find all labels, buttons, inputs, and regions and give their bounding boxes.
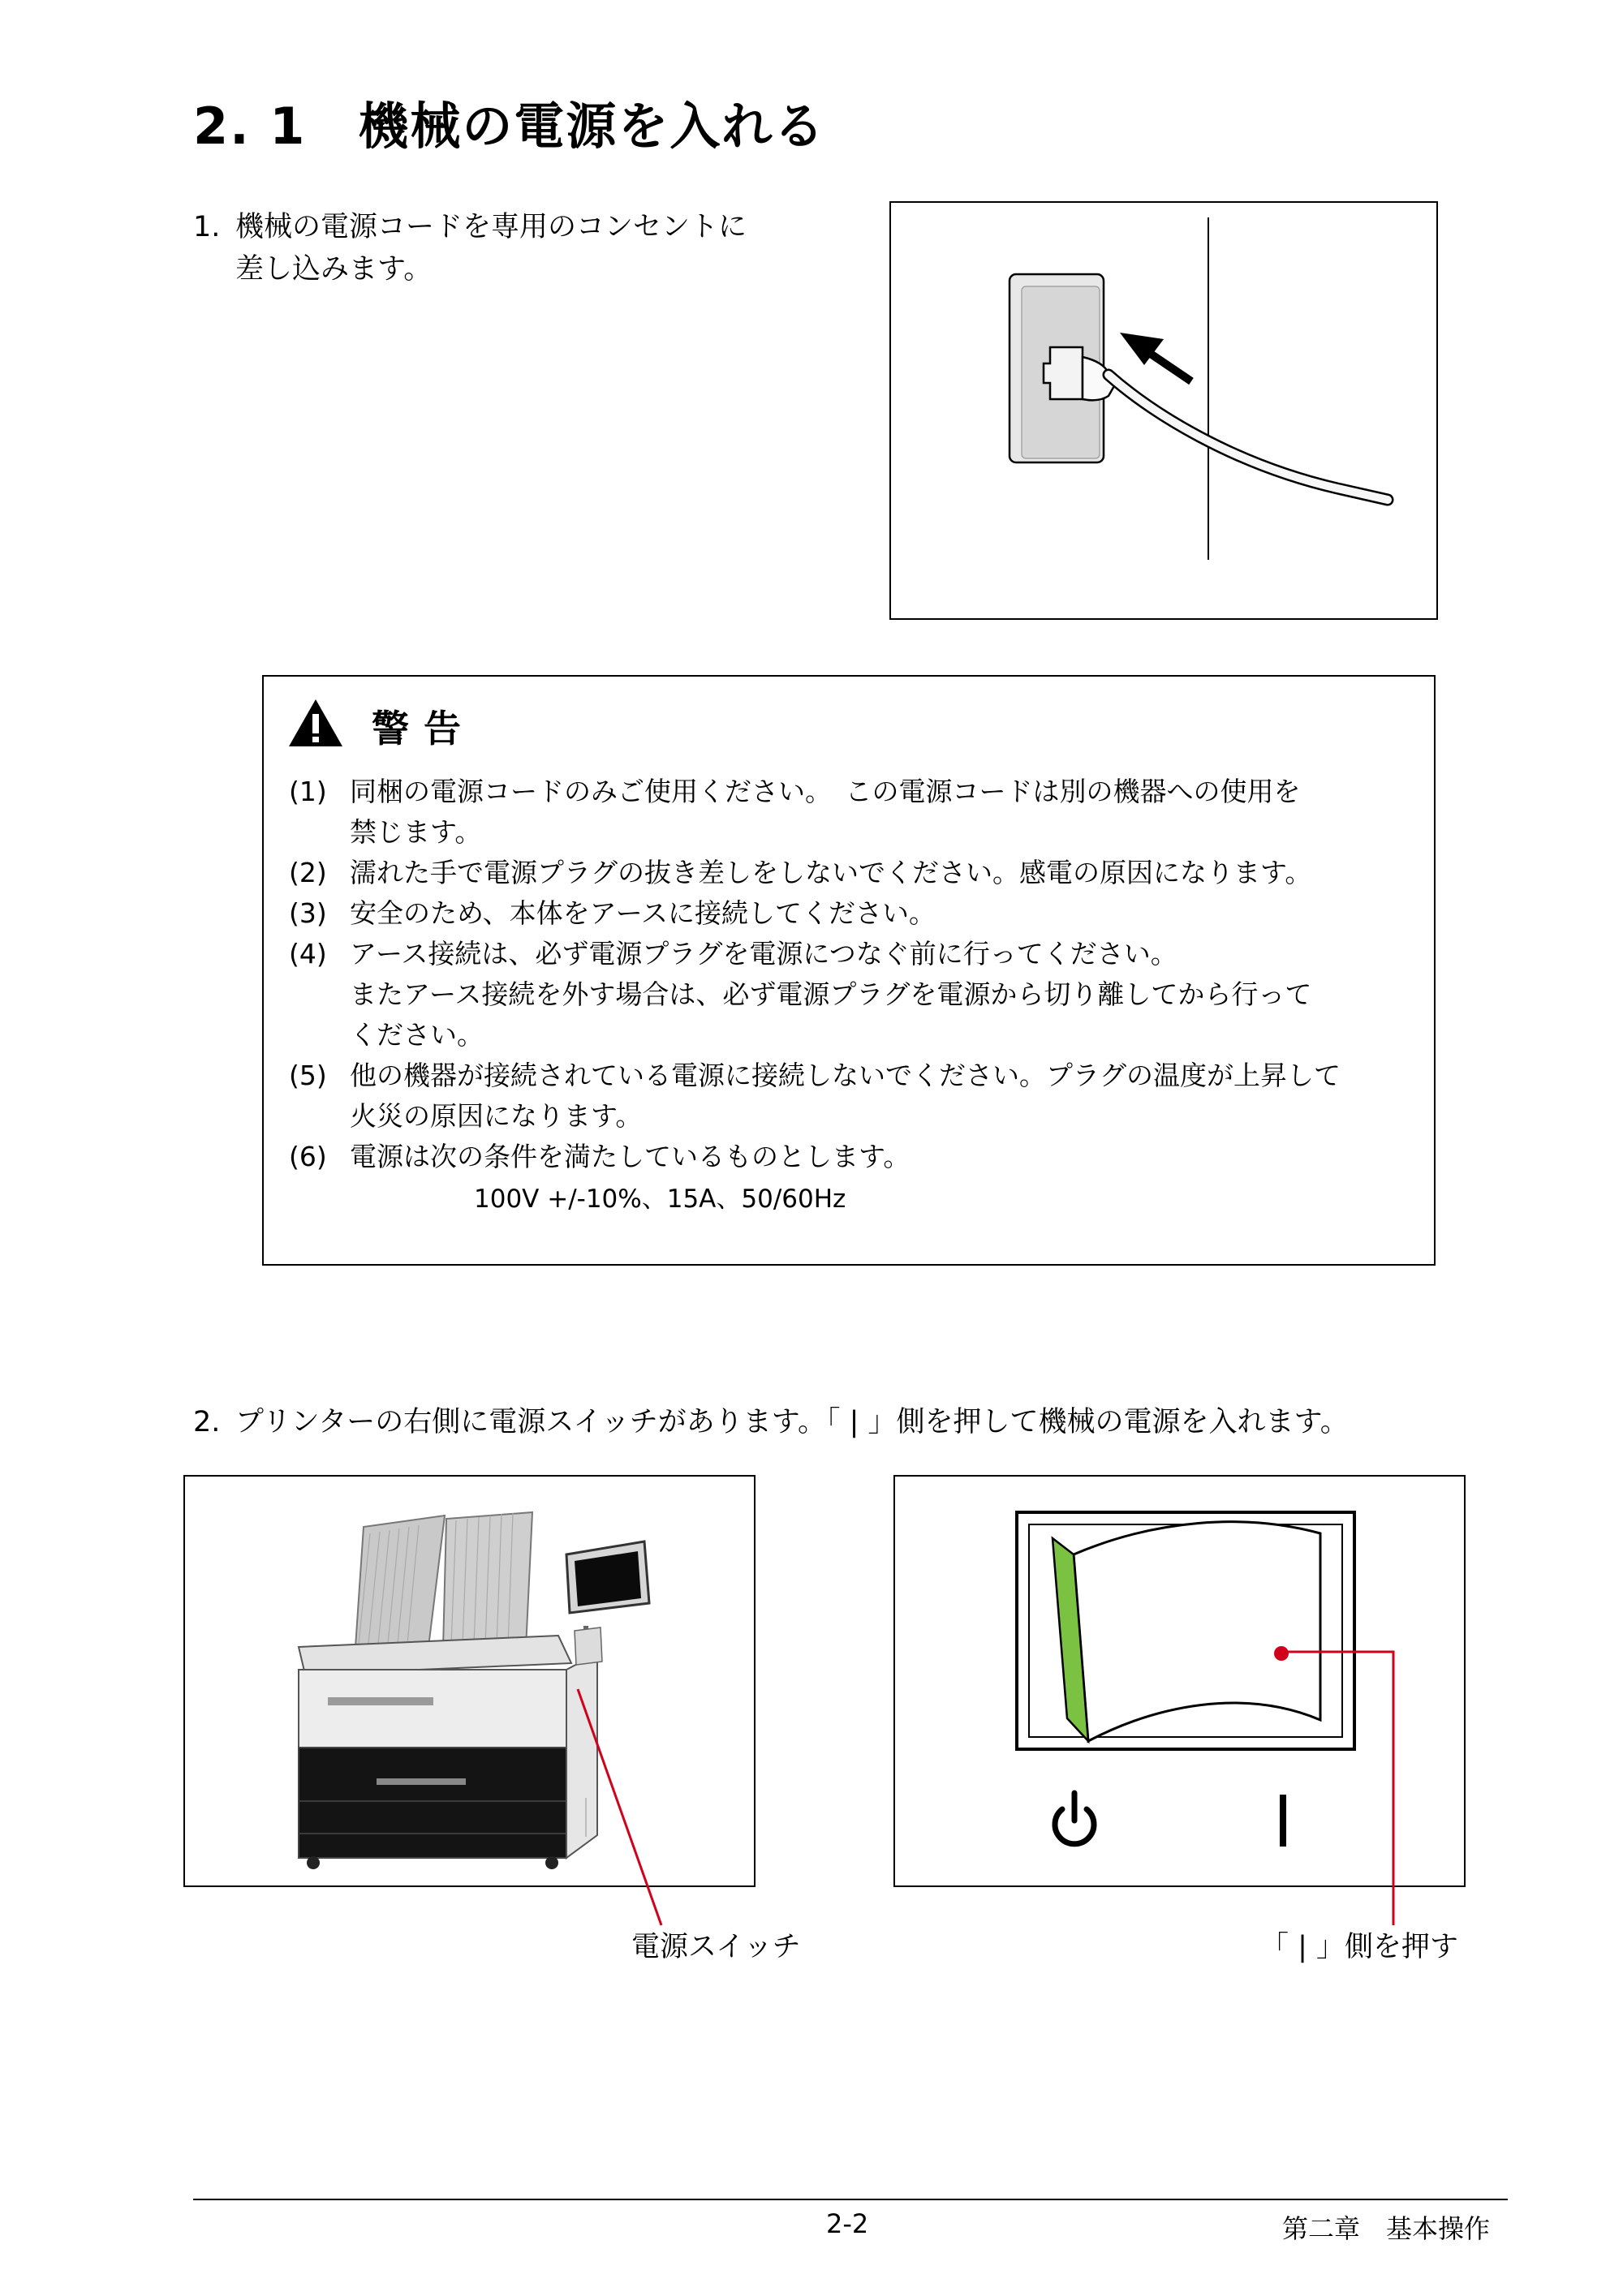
warning-item-3: (3) 安全のため、本体をアースに接続してください。 xyxy=(289,897,936,929)
warning-spec: 100V +/-10%、15A、50/60Hz xyxy=(474,1185,846,1214)
page-number: 2-2 xyxy=(826,2208,869,2239)
step-2 xyxy=(193,1401,1349,1443)
power-on-icon xyxy=(1280,1795,1286,1847)
outlet-illustration xyxy=(891,203,1436,618)
footer-divider xyxy=(193,2199,1508,2200)
printer-photo xyxy=(185,1477,754,1885)
warning-triangle-icon xyxy=(287,698,344,748)
warning-item-4: (4) アース接続は、必ず電源プラグを電源につなぐ前に行ってください。 xyxy=(289,938,1177,970)
outlet-illustration-frame xyxy=(889,201,1438,620)
step-1-line-1: 機械の電源コードを専用のコンセントに xyxy=(235,211,747,243)
power-switch-caption: 電源スイッチ xyxy=(631,1931,801,1963)
warning-item-1-cont: 禁じます。 xyxy=(350,816,482,848)
printer-photo-frame xyxy=(183,1475,756,1887)
warning-item-6: (6) 電源は次の条件を満たしているものとします。 xyxy=(289,1141,911,1172)
warning-item-5: (5) 他の機器が接続されている電源に接続しないでください。プラグの温度が上昇して xyxy=(289,1060,1341,1091)
chapter-name: 第二章 基本操作 xyxy=(1282,2213,1491,2244)
press-side-caption: 「 | 」側を押す xyxy=(1260,1931,1459,1963)
switch-illustration xyxy=(895,1477,1464,1885)
warning-item-2: (2) 濡れた手で電源プラグの抜き差しをしないでください。感電の原因になります。 xyxy=(289,857,1312,888)
step-1 xyxy=(193,206,747,290)
step-2-text: プリンターの右側に電源スイッチがあります。「 | 」側を押して機械の電源を入れます。 xyxy=(235,1406,1349,1438)
step-1-number: 1. xyxy=(193,211,221,243)
switch-illustration-frame xyxy=(893,1475,1466,1887)
warning-item-4-cont-2: ください。 xyxy=(350,1019,484,1051)
power-off-icon xyxy=(1055,1793,1094,1844)
warning-item-5-cont: 火災の原因になります。 xyxy=(350,1100,643,1132)
warning-item-1: (1) 同梱の電源コードのみご使用ください。 この電源コードは別の機器への使用を xyxy=(289,776,1301,807)
warning-heading: 警告 xyxy=(372,707,476,750)
section-title: 2. 1 機械の電源を入れる xyxy=(193,97,826,156)
step-2-number: 2. xyxy=(193,1406,221,1438)
step-1-line-2: 差し込みます。 xyxy=(235,253,433,286)
warning-item-4-cont-1: またアース接続を外す場合は、必ず電源プラグを電源から切り離してから行って xyxy=(350,978,1312,1010)
